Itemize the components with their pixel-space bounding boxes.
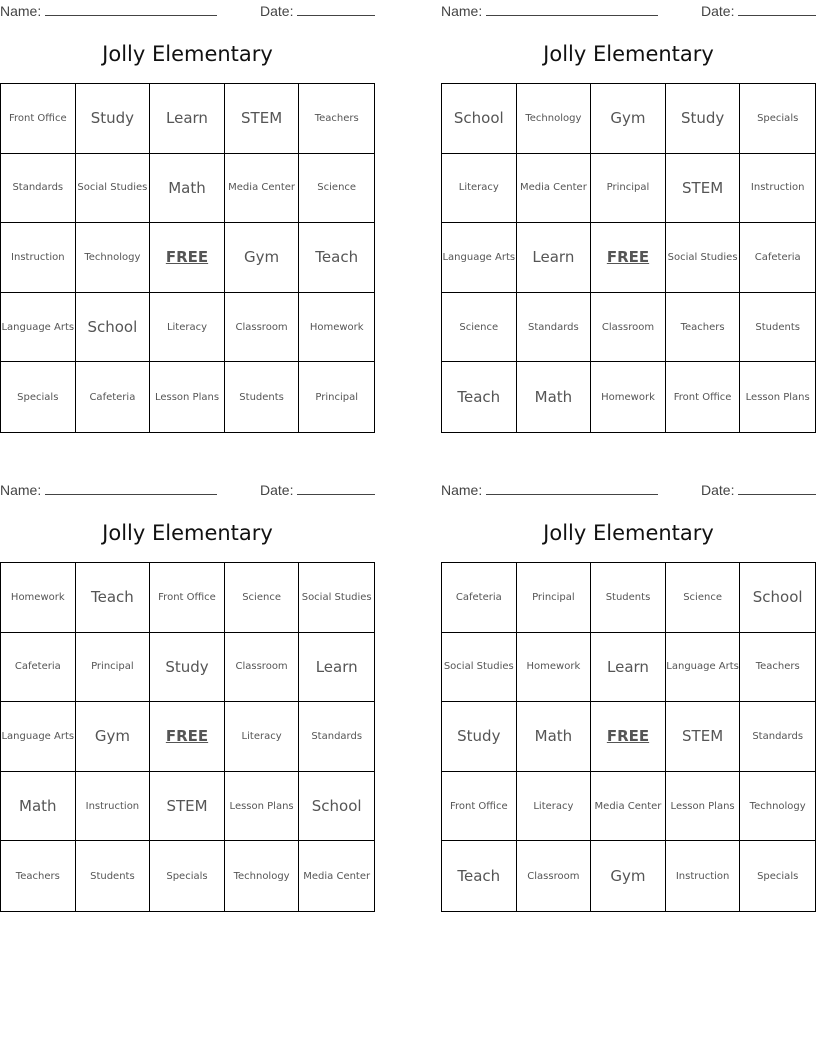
bingo-cell: Social Studies [442,633,517,703]
bingo-cell: Gym [76,702,151,772]
card-header [441,1,816,21]
date-label: Date: [260,482,294,498]
bingo-cell: Homework [1,563,76,633]
bingo-cell: Cafeteria [1,633,76,703]
bingo-cell: Media Center [225,154,300,224]
free-space-cell: FREE [591,223,666,293]
bingo-cell: Literacy [442,154,517,224]
bingo-cell: Teach [442,362,517,432]
bingo-cell: Study [666,84,741,154]
bingo-cell: Gym [591,841,666,911]
bingo-cell: Math [517,362,592,432]
name-label: Name: [441,482,483,498]
bingo-cell: Students [225,362,300,432]
bingo-cell: Homework [591,362,666,432]
card-title: Jolly Elementary [102,521,273,545]
bingo-cell: Technology [740,772,815,842]
bingo-cell: Science [442,293,517,363]
date-blank-line [738,480,816,495]
bingo-cell: Standards [1,154,76,224]
date-field [260,1,375,19]
bingo-cell: Teachers [666,293,741,363]
name-blank-line [486,480,658,495]
date-field [260,480,375,498]
date-field [701,480,816,498]
name-field [441,480,658,498]
bingo-cell: Social Studies [299,563,374,633]
bingo-cell: Instruction [740,154,815,224]
bingo-cell: Instruction [76,772,151,842]
bingo-cell: Standards [740,702,815,772]
name-label: Name: [0,482,42,498]
card-header [0,1,375,21]
bingo-cell: Classroom [225,293,300,363]
bingo-cell: Language Arts [666,633,741,703]
bingo-cell: Math [1,772,76,842]
bingo-cell: Literacy [517,772,592,842]
bingo-cell: Technology [517,84,592,154]
bingo-cell: Language Arts [1,702,76,772]
bingo-cell: School [442,84,517,154]
bingo-cell: School [299,772,374,842]
bingo-cell: Instruction [1,223,76,293]
bingo-cell: Technology [225,841,300,911]
name-field [0,1,217,19]
bingo-cell: Language Arts [1,293,76,363]
bingo-cell: Standards [299,702,374,772]
bingo-cell: Technology [76,223,151,293]
bingo-cell: Front Office [150,563,225,633]
bingo-cell: Study [76,84,151,154]
bingo-cell: Math [150,154,225,224]
card-header [441,480,816,500]
name-field [0,480,217,498]
card-title: Jolly Elementary [543,42,714,66]
bingo-cell: Study [150,633,225,703]
date-label: Date: [701,482,735,498]
bingo-grid [441,83,816,433]
bingo-cell: Teach [442,841,517,911]
free-space-cell: FREE [591,702,666,772]
date-blank-line [738,1,816,16]
bingo-cell: Specials [740,84,815,154]
bingo-cell: Science [666,563,741,633]
bingo-grid [441,562,816,912]
date-field [701,1,816,19]
bingo-cell: Front Office [666,362,741,432]
bingo-cell: Teachers [299,84,374,154]
bingo-cell: Principal [76,633,151,703]
bingo-cell: Classroom [591,293,666,363]
bingo-cell: STEM [666,154,741,224]
name-label: Name: [441,3,483,19]
name-field [441,1,658,19]
bingo-cell: Learn [299,633,374,703]
bingo-cell: Literacy [225,702,300,772]
bingo-cell: Homework [299,293,374,363]
bingo-cell: Instruction [666,841,741,911]
date-label: Date: [260,3,294,19]
bingo-cell: Classroom [517,841,592,911]
bingo-grid [0,83,375,433]
name-blank-line [45,480,217,495]
bingo-cell: Specials [150,841,225,911]
bingo-cell: Cafeteria [740,223,815,293]
card-header [0,480,375,500]
bingo-cell: Learn [591,633,666,703]
name-blank-line [486,1,658,16]
bingo-cell: STEM [666,702,741,772]
free-space-cell: FREE [150,702,225,772]
bingo-cell: Social Studies [666,223,741,293]
bingo-cell: Students [740,293,815,363]
free-space-cell: FREE [150,223,225,293]
bingo-cell: Specials [1,362,76,432]
bingo-cell: Standards [517,293,592,363]
bingo-cell: Social Studies [76,154,151,224]
bingo-cell: Principal [315,391,358,403]
bingo-cell: Cafeteria [442,563,517,633]
bingo-cell: Gym [225,223,300,293]
date-blank-line [297,1,375,16]
bingo-cell: Science [299,154,374,224]
bingo-cell: Teach [299,223,374,293]
bingo-cell: Lesson Plans [666,772,741,842]
bingo-cell: Learn [150,84,225,154]
bingo-cell: Lesson Plans [225,772,300,842]
bingo-cell: Students [76,841,151,911]
bingo-card [441,0,816,430]
date-label: Date: [701,3,735,19]
bingo-cell: Media Center [303,870,371,882]
bingo-cell: STEM [150,772,225,842]
bingo-cell: STEM [225,84,300,154]
bingo-card [0,0,375,430]
card-title: Jolly Elementary [543,521,714,545]
bingo-card [441,479,816,909]
bingo-cell: Classroom [225,633,300,703]
bingo-cell: Lesson Plans [745,391,810,403]
bingo-cell: Front Office [1,84,76,154]
bingo-cell: Students [591,563,666,633]
name-blank-line [45,1,217,16]
bingo-cell: Lesson Plans [150,362,225,432]
bingo-cell: Specials [757,870,799,882]
bingo-cell: Math [517,702,592,772]
bingo-cell: Learn [517,223,592,293]
bingo-cell: Teach [76,563,151,633]
bingo-cell: Science [225,563,300,633]
bingo-cell: Front Office [442,772,517,842]
bingo-cell: Principal [591,154,666,224]
bingo-cell: Teachers [740,633,815,703]
bingo-grid [0,562,375,912]
bingo-cell: Homework [517,633,592,703]
bingo-card [0,479,375,909]
bingo-cell: Media Center [591,772,666,842]
bingo-cell: Study [442,702,517,772]
bingo-cell: Language Arts [442,223,517,293]
name-label: Name: [0,3,42,19]
date-blank-line [297,480,375,495]
bingo-cell: Principal [517,563,592,633]
bingo-cell: Gym [591,84,666,154]
bingo-cell: Cafeteria [76,362,151,432]
bingo-cell: School [76,293,151,363]
bingo-cell: Literacy [150,293,225,363]
bingo-cell: School [740,563,815,633]
bingo-cell: Teachers [1,841,76,911]
card-title: Jolly Elementary [102,42,273,66]
bingo-cell: Media Center [517,154,592,224]
